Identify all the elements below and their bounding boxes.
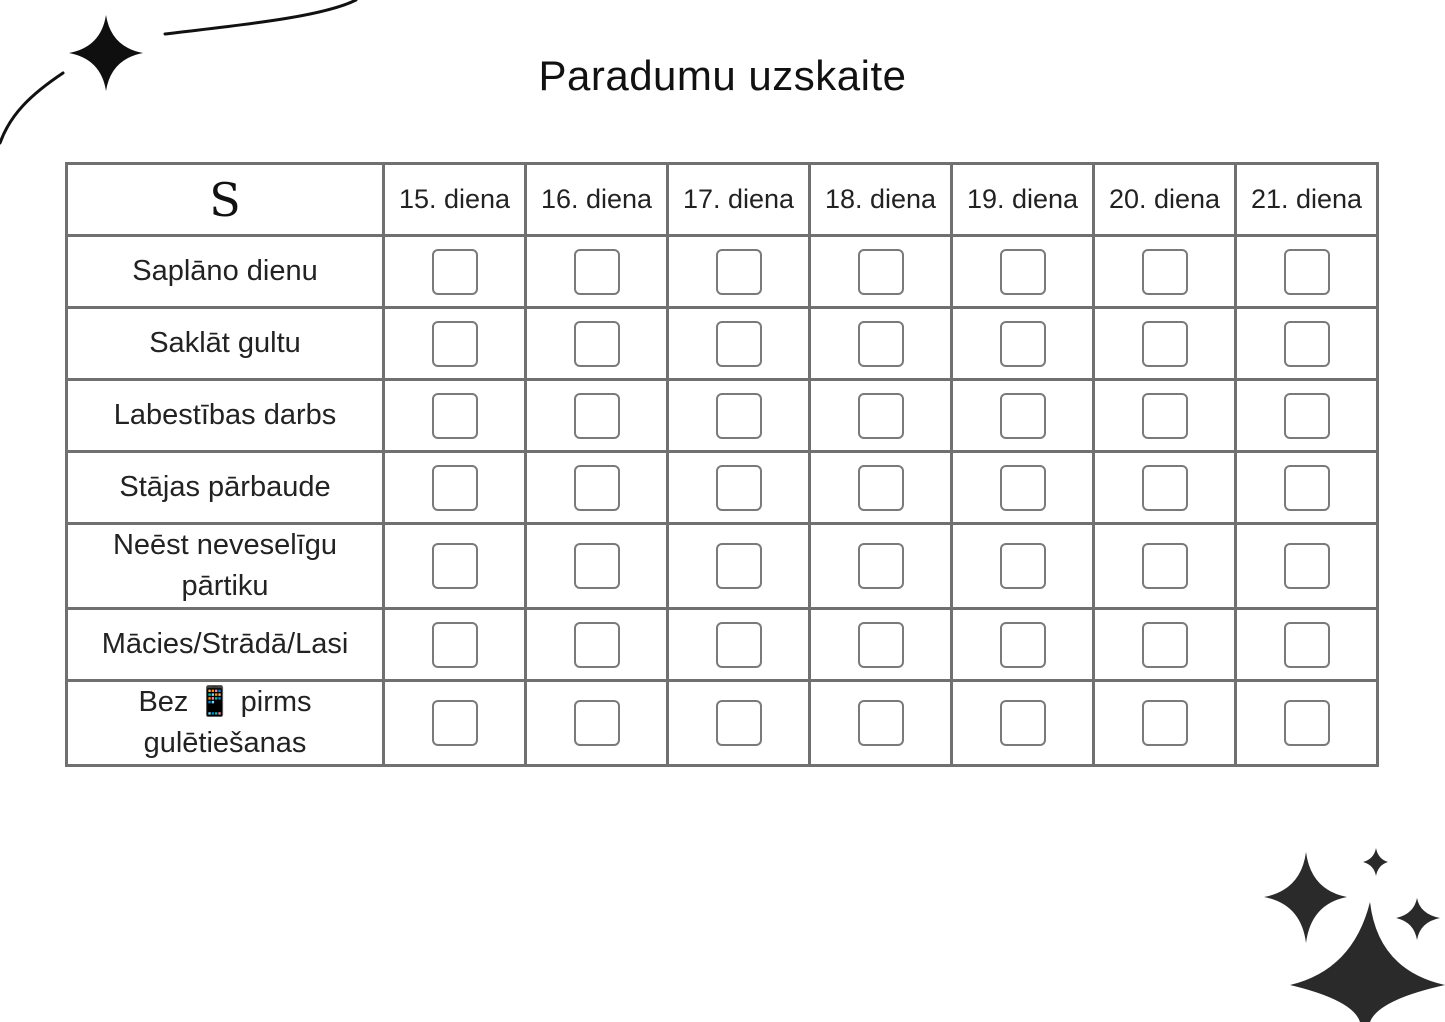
habit-checkbox[interactable] — [858, 321, 904, 367]
swoosh-line-icon — [165, 0, 356, 34]
sparkle-star-icon — [1363, 848, 1388, 876]
habit-checkbox[interactable] — [1000, 622, 1046, 668]
habit-row — [67, 308, 1378, 380]
habit-row — [67, 609, 1378, 681]
habit-label: Stājas pārbaude — [67, 452, 384, 524]
day-cell — [1236, 380, 1378, 452]
habit-checkbox[interactable] — [1000, 249, 1046, 295]
habit-checkbox[interactable] — [574, 465, 620, 511]
habit-label: Saplāno dienu — [67, 236, 384, 308]
habit-checkbox[interactable] — [574, 321, 620, 367]
day-cell — [952, 452, 1094, 524]
day-cell — [668, 308, 810, 380]
day-cell — [1094, 524, 1236, 609]
habit-checkbox[interactable] — [1284, 249, 1330, 295]
habit-row — [67, 236, 1378, 308]
day-cell — [1236, 681, 1378, 766]
habit-tracker-table — [65, 162, 1379, 767]
day-cell — [952, 308, 1094, 380]
habit-checkbox[interactable] — [1284, 465, 1330, 511]
habit-label: Labestības darbs — [67, 380, 384, 452]
day-cell — [384, 524, 526, 609]
habit-row — [67, 681, 1378, 766]
day-cell — [526, 236, 668, 308]
day-cell — [668, 380, 810, 452]
day-cell — [952, 524, 1094, 609]
day-header: 16. diena — [526, 164, 668, 236]
day-cell — [1094, 681, 1236, 766]
day-cell — [526, 524, 668, 609]
day-cell — [384, 308, 526, 380]
habit-checkbox[interactable] — [716, 622, 762, 668]
day-cell — [526, 308, 668, 380]
habit-checkbox[interactable] — [1000, 700, 1046, 746]
sparkle-star-icon — [1396, 898, 1440, 940]
habit-checkbox[interactable] — [716, 465, 762, 511]
habit-checkbox[interactable] — [858, 249, 904, 295]
habit-checkbox[interactable] — [574, 543, 620, 589]
day-header: 18. diena — [810, 164, 952, 236]
day-cell — [668, 452, 810, 524]
habit-checkbox[interactable] — [574, 249, 620, 295]
habit-checkbox[interactable] — [716, 321, 762, 367]
habit-label: Saklāt gultu — [67, 308, 384, 380]
habit-checkbox[interactable] — [432, 465, 478, 511]
day-cell — [1236, 236, 1378, 308]
habit-checkbox[interactable] — [1284, 321, 1330, 367]
day-cell — [384, 681, 526, 766]
habit-checkbox[interactable] — [1000, 321, 1046, 367]
day-cell — [1094, 452, 1236, 524]
day-cell — [952, 380, 1094, 452]
habit-checkbox[interactable] — [1284, 543, 1330, 589]
habit-checkbox[interactable] — [432, 700, 478, 746]
habit-row — [67, 452, 1378, 524]
day-cell — [1094, 609, 1236, 681]
habit-checkbox[interactable] — [1000, 465, 1046, 511]
page-title: Paradumu uzskaite — [538, 52, 907, 99]
day-cell — [1236, 452, 1378, 524]
day-header: 17. diena — [668, 164, 810, 236]
day-cell — [384, 452, 526, 524]
habit-checkbox[interactable] — [1000, 393, 1046, 439]
habit-row — [67, 524, 1378, 609]
habit-checkbox[interactable] — [1284, 622, 1330, 668]
habit-checkbox[interactable] — [858, 700, 904, 746]
habit-checkbox[interactable] — [716, 249, 762, 295]
habit-checkbox[interactable] — [574, 393, 620, 439]
day-cell — [810, 609, 952, 681]
sparkle-star-icon — [1264, 852, 1347, 943]
habit-checkbox[interactable] — [1142, 543, 1188, 589]
day-cell — [952, 236, 1094, 308]
day-cell — [810, 236, 952, 308]
day-cell — [384, 236, 526, 308]
day-header: 21. diena — [1236, 164, 1378, 236]
day-cell — [810, 524, 952, 609]
day-cell — [1094, 236, 1236, 308]
habit-checkbox[interactable] — [858, 543, 904, 589]
day-cell — [526, 681, 668, 766]
habit-row — [67, 380, 1378, 452]
habit-label: Mācies/Strādā/Lasi — [67, 609, 384, 681]
day-cell — [384, 380, 526, 452]
habit-checkbox[interactable] — [1142, 249, 1188, 295]
day-cell — [1236, 609, 1378, 681]
day-cell — [1094, 380, 1236, 452]
habit-checkbox[interactable] — [1142, 393, 1188, 439]
day-cell — [668, 236, 810, 308]
habit-label: Bez 📱 pirms gulētiešanas — [67, 681, 384, 766]
day-cell — [384, 609, 526, 681]
day-cell — [810, 681, 952, 766]
habit-checkbox[interactable] — [1284, 393, 1330, 439]
day-cell — [668, 681, 810, 766]
day-cell — [810, 380, 952, 452]
habit-checkbox[interactable] — [1142, 465, 1188, 511]
habit-checkbox[interactable] — [574, 622, 620, 668]
day-cell — [526, 452, 668, 524]
day-cell — [526, 380, 668, 452]
habit-checkbox[interactable] — [716, 700, 762, 746]
habit-checkbox[interactable] — [432, 622, 478, 668]
habit-checkbox[interactable] — [858, 465, 904, 511]
habit-checkbox[interactable] — [432, 543, 478, 589]
day-cell — [810, 452, 952, 524]
habit-checkbox[interactable] — [432, 249, 478, 295]
sparkle-star-icon — [1290, 902, 1445, 1022]
habit-checkbox[interactable] — [432, 393, 478, 439]
habit-checkbox[interactable] — [1284, 700, 1330, 746]
day-cell — [952, 609, 1094, 681]
habit-label: Neēst neveselīgu pārtiku — [67, 524, 384, 609]
habit-checkbox[interactable] — [716, 393, 762, 439]
day-cell — [810, 308, 952, 380]
day-cell — [668, 524, 810, 609]
day-header: 20. diena — [1094, 164, 1236, 236]
habit-checkbox[interactable] — [1142, 622, 1188, 668]
habit-checkbox[interactable] — [716, 543, 762, 589]
habit-checkbox[interactable] — [1142, 700, 1188, 746]
day-header: 19. diena — [952, 164, 1094, 236]
habit-checkbox[interactable] — [1142, 321, 1188, 367]
day-cell — [1236, 308, 1378, 380]
day-cell — [1094, 308, 1236, 380]
habit-checkbox[interactable] — [858, 622, 904, 668]
day-header: 15. diena — [384, 164, 526, 236]
day-cell — [668, 609, 810, 681]
habit-checkbox[interactable] — [574, 700, 620, 746]
logo-cell — [67, 164, 384, 236]
habit-checkbox[interactable] — [432, 321, 478, 367]
logo-monogram: S — [209, 172, 241, 227]
header-row — [67, 164, 1378, 236]
day-cell — [1236, 524, 1378, 609]
habit-checkbox[interactable] — [858, 393, 904, 439]
day-cell — [952, 681, 1094, 766]
day-cell — [526, 609, 668, 681]
habit-checkbox[interactable] — [1000, 543, 1046, 589]
